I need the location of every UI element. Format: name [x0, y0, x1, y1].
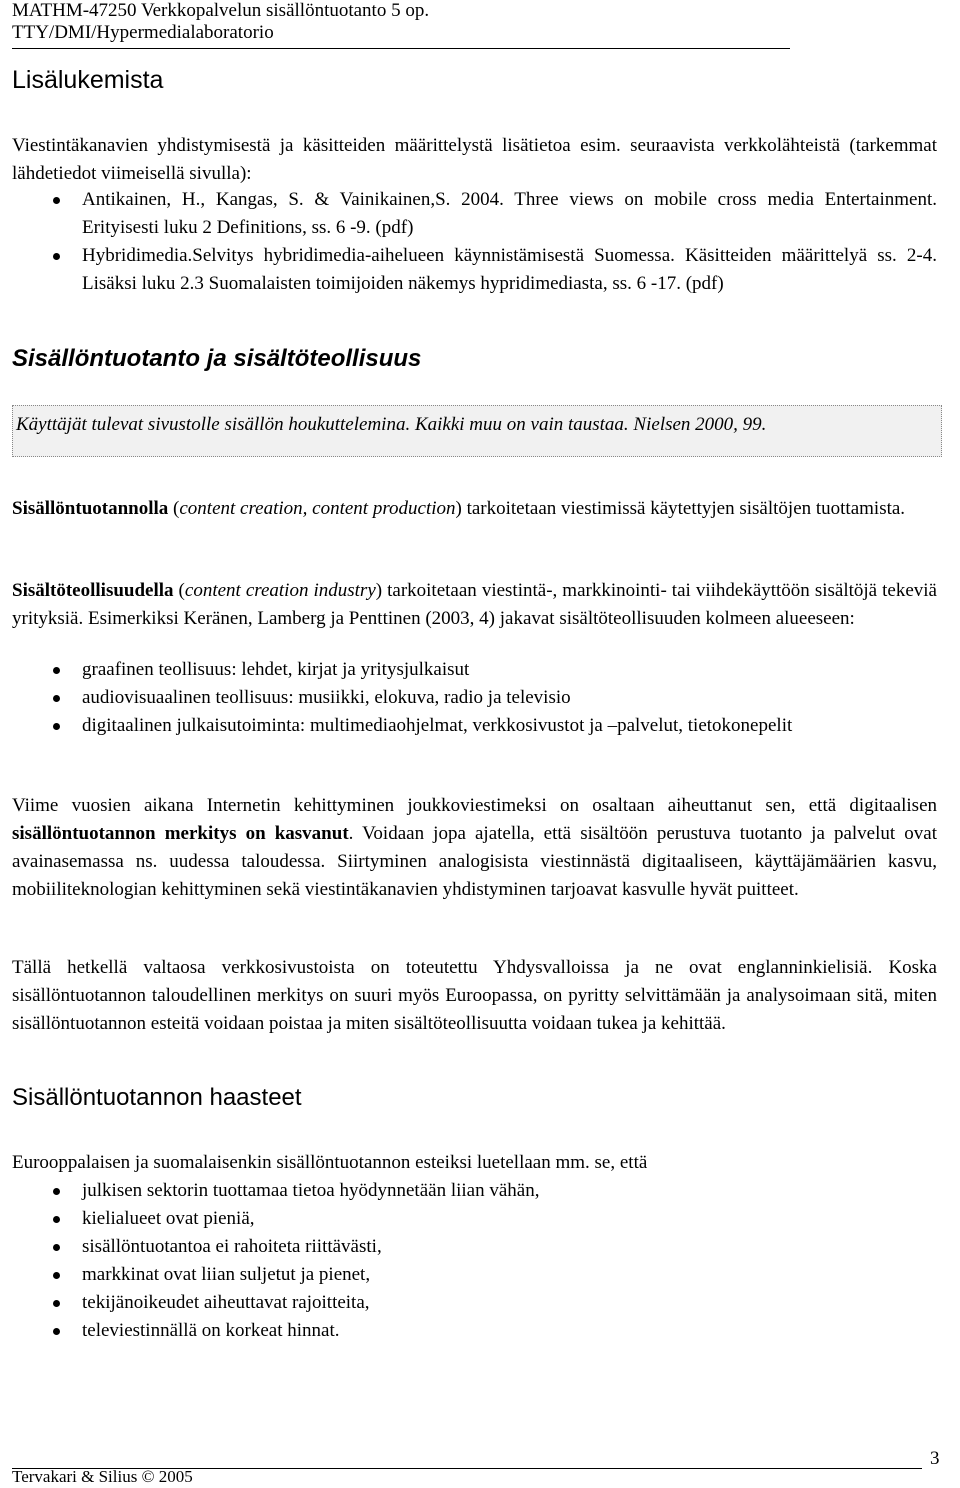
paragraph-text: . Voidaan jopa ajatella, että sisältöön perustuva tuotanto ja palvelut ovat avainasemassa ns. uudessa taloudessa. Siirtyminen analogisista viestinnästä digitaaliseen, käyttäjämäärien kasvu, mobiiliteknologian kehittyminen sekä viestintäkanavien yhdistyminen tarjoavat kasvulle hyvät puitteet.	[12, 823, 937, 900]
paragraph-internet	[12, 792, 937, 904]
quote-text: Käyttäjät tulevat sivustolle sisällön houkuttelemina. Kaikki muu on vain taustaa. Nielsen 2000, 99.	[16, 414, 767, 435]
haasteet-intro: Eurooppalaisen ja suomalaisenkin sisällöntuotannon esteiksi luetellaan mm. se, että	[12, 1152, 648, 1173]
quote-box	[12, 405, 942, 457]
obstacle-text: markkinat ovat liian suljetut ja pienet,	[82, 1264, 371, 1285]
obstacle-text: kielialueet ovat pieniä,	[82, 1208, 255, 1229]
list-item	[12, 712, 937, 740]
list-item	[12, 1261, 937, 1289]
list-item	[12, 1289, 937, 1317]
header-department: TTY/DMI/Hypermedialaboratorio	[12, 22, 274, 43]
obstacle-text: tekijänoikeudet aiheuttavat rajoitteita,	[82, 1292, 370, 1313]
list-item	[12, 242, 937, 298]
header-course: MATHM-47250 Verkkopalvelun sisällöntuotanto 5 op.	[12, 0, 430, 21]
industry-areas-list	[12, 656, 937, 740]
list-item	[12, 684, 937, 712]
term-bold: Sisältöteollisuudella	[12, 580, 174, 601]
paragraph-text: Viime vuosien aikana Internetin kehittyminen joukkoviestimeksi on osaltaan aiheuttanut sen, että digitaalisen	[12, 795, 937, 816]
lisalukemista-intro: Viestintäkanavien yhdistymisestä ja käsitteiden määrittelystä lisätietoa esim. seuraavista verkkolähteistä (tarkemmat lähdetiedot viimeisellä sivulla):	[12, 135, 937, 184]
list-item	[12, 1177, 937, 1205]
emphasis-bold: sisällöntuotannon merkitys on kasvanut	[12, 823, 349, 844]
reading-item-text: Hybridimedia.Selvitys hybridimedia-aihelueen käynnistämisestä Suomessa. Käsitteiden määrittelyä ss. 2-4. Lisäksi luku 2.3 Suomalaisten toimijoiden näkemys hypridimediasta, ss. 6 -17. (pdf)	[82, 245, 937, 294]
page-number: 3	[930, 1448, 940, 1469]
obstacle-text: sisällöntuotantoa ei rahoiteta riittävästi,	[82, 1236, 382, 1257]
definition-sisaltoteollisuus	[12, 577, 937, 633]
obstacle-text: julkisen sektorin tuottamaa tietoa hyödynnetään liian vähän,	[82, 1180, 540, 1201]
heading-lisalukemista: Lisälukemista	[12, 66, 164, 94]
area-text: digitaalinen julkaisutoiminta: multimediaohjelmat, verkkosivustot ja –palvelut, tietokonepelit	[82, 715, 793, 736]
area-text: audiovisuaalinen teollisuus: musiikki, elokuva, radio ja televisio	[82, 687, 571, 708]
heading-haasteet: Sisällöntuotannon haasteet	[12, 1084, 302, 1111]
reading-list	[12, 186, 937, 298]
footer-author: Tervakari & Silius © 2005	[12, 1467, 193, 1486]
list-item	[12, 1205, 937, 1233]
definition-text: ) tarkoitetaan viestintä-, markkinointi- tai viihdekäyttöön sisältöjä tekeviä yrityksiä. Esimerkiksi Keränen, Lamberg ja Penttinen (2003, 4) jakavat sisältöteollisuuden kolmeen alueeseen:	[12, 580, 937, 629]
term-english: content creation, content production	[179, 498, 456, 519]
obstacles-list	[12, 1177, 937, 1345]
list-item	[12, 1317, 937, 1345]
paren-open: (	[173, 580, 185, 601]
obstacle-text: televiestinnällä on korkeat hinnat.	[82, 1320, 340, 1341]
term-english: content creation industry	[184, 580, 376, 601]
term-bold: Sisällöntuotannolla	[12, 498, 169, 519]
reading-item-text: Antikainen, H., Kangas, S. & Vainikainen,S. 2004. Three views on mobile cross media Entertainment. Erityisesti luku 2 Definitions, ss. 6 -9. (pdf)	[82, 189, 937, 238]
page-header	[12, 0, 429, 44]
definition-sisallontuotanto	[12, 495, 937, 523]
header-divider	[12, 48, 790, 49]
definition-text: ) tarkoitetaan viestimissä käytettyjen sisältöjen tuottamista.	[455, 498, 906, 519]
paren-open: (	[168, 498, 180, 519]
heading-sisallontuotanto: Sisällöntuotanto ja sisältöteollisuus	[12, 345, 422, 372]
area-text: graafinen teollisuus: lehdet, kirjat ja yritysjulkaisut	[82, 659, 470, 680]
list-item	[12, 186, 937, 242]
paragraph-europe: Tällä hetkellä valtaosa verkkosivustoista on toteutettu Yhdysvalloissa ja ne ovat englanninkielisiä. Koska sisällöntuotannon taloudellinen merkitys on suuri myös Euroopassa, on pyritty selvittämään ja analysoimaan sitä, miten sisällöntuotannon esteitä voidaan poistaa ja miten sisältöteollisuutta voidaan tukea ja kehittää.	[12, 957, 937, 1034]
list-item	[12, 656, 937, 684]
list-item	[12, 1233, 937, 1261]
